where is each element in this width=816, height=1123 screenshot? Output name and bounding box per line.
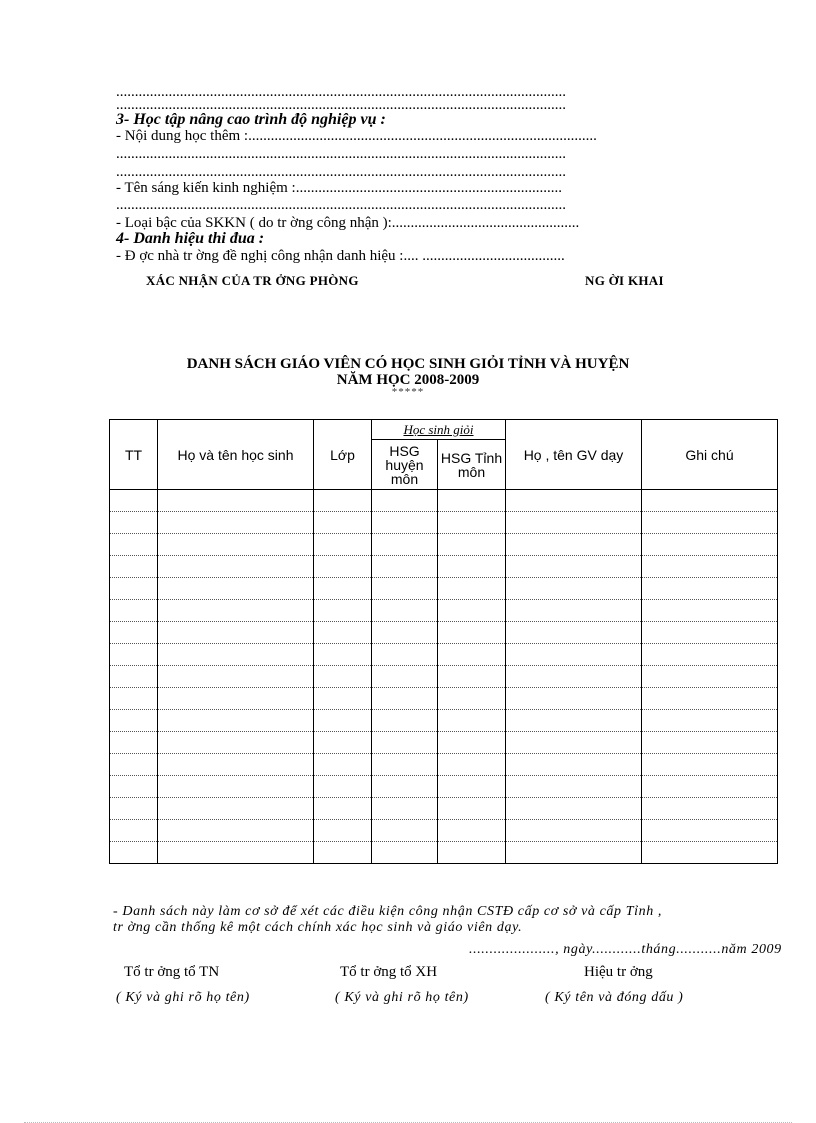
confirm-department-head: XÁC NHẬN CỦA TR ỞNG PHÒNG — [146, 273, 359, 288]
signature-title-principal: Hiệu tr ởng — [584, 964, 653, 980]
table-row — [110, 666, 778, 688]
table-row — [110, 842, 778, 864]
section-4-heading: 4- Danh hiệu thi đua : — [116, 230, 265, 247]
note-line-1: - Danh sách này làm cơ sở để xét các điều kiện công nhận CSTĐ cấp cơ sở và cấp Tỉnh , — [113, 904, 663, 919]
table-row — [110, 622, 778, 644]
table-row — [110, 710, 778, 732]
initiative-name-line: - Tên sáng kiến kinh nghiệm :....................................................................... — [116, 180, 562, 196]
signature-title-tn: Tổ tr ởng tổ TN — [124, 964, 220, 980]
title-proposal-line: - Đ ợc nhà tr ờng đề nghị công nhận danh hiệu :.... ...................................... — [116, 248, 565, 264]
signature-instruction-xh: ( Ký và ghi rõ họ tên) — [335, 990, 469, 1005]
header-notes: Ghi chú — [642, 420, 778, 490]
dotted-line: ........................................................................................................................ — [116, 197, 566, 213]
section-3-heading: 3- Học tập nâng cao trình độ nghiệp vụ : — [116, 111, 386, 128]
header-student-name: Họ và tên học sinh — [158, 420, 314, 490]
dotted-line: ........................................................................................................................ — [116, 164, 566, 180]
header-hsg-province: HSG Tỉnh môn — [438, 440, 506, 490]
date-line: ....................., ngày............tháng...........năm 2009 — [469, 942, 782, 957]
table-row — [110, 644, 778, 666]
dotted-line: ........................................................................................................................ — [116, 97, 566, 113]
note-line-2: tr ờng cần thống kê một cách chính xác học sinh và giáo viên dạy. — [113, 920, 523, 935]
signature-instruction-principal: ( Ký tên và đóng dấu ) — [545, 990, 684, 1005]
signature-instruction-tn: ( Ký và ghi rõ họ tên) — [116, 990, 250, 1005]
declarant-label: NG ỜI KHAI — [585, 273, 664, 288]
table-row — [110, 798, 778, 820]
dotted-line: ........................................................................................................................ — [116, 84, 566, 100]
table-row — [110, 600, 778, 622]
list-title: DANH SÁCH GIÁO VIÊN CÓ HỌC SINH GIỎI TỈNH VÀ HUYỆN — [186, 356, 630, 372]
list-subtitle: NĂM HỌC 2008-2009 — [336, 372, 480, 388]
header-good-students — [372, 420, 506, 440]
table-row — [110, 578, 778, 600]
table-row — [110, 490, 778, 512]
header-teacher: Họ , tên GV dạy — [506, 420, 642, 490]
signature-title-xh: Tổ tr ởng tổ XH — [340, 964, 438, 980]
table-row — [110, 556, 778, 578]
header-class: Lớp — [314, 420, 372, 490]
table-row — [110, 688, 778, 710]
table-row — [110, 820, 778, 842]
title-stars: ***** — [391, 386, 425, 398]
initiative-level-line: - Loại bậc của SKKN ( do tr ờng công nhận ):.................................................. — [116, 215, 580, 231]
dotted-line: ........................................................................................................................ — [116, 146, 566, 162]
header-tt: TT — [110, 420, 158, 490]
table-row — [110, 534, 778, 556]
header-hsg-district: HSG huyện môn — [372, 440, 438, 490]
header-good-students-label: Học sinh giỏi — [403, 422, 474, 437]
table-row — [110, 732, 778, 754]
student-teacher-table — [109, 419, 778, 864]
study-content-line: - Nội dung học thêm :............................................................................................. — [116, 128, 597, 144]
table-row — [110, 776, 778, 798]
table-row — [110, 512, 778, 534]
table-row — [110, 754, 778, 776]
